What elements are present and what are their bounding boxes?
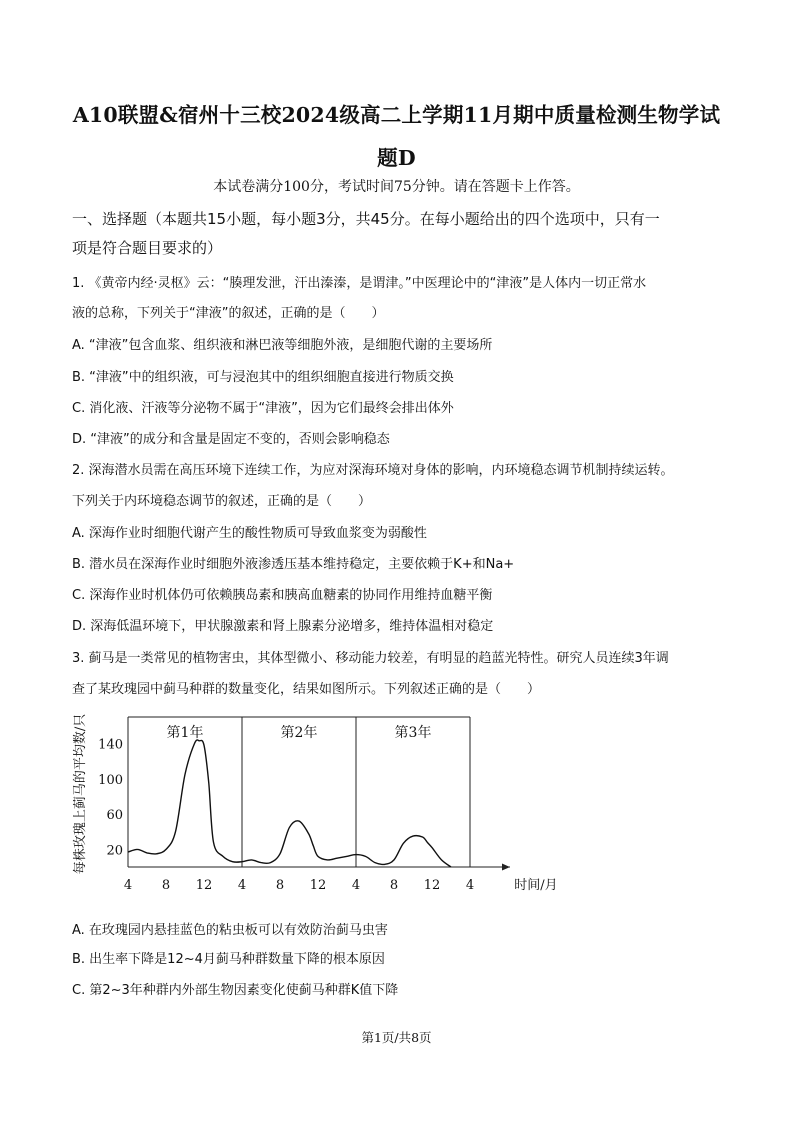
y-tick-label: 20 bbox=[106, 843, 123, 859]
panel-label: 第1年 bbox=[166, 725, 204, 741]
x-tick-label: 12 bbox=[195, 878, 213, 893]
question-2-stem-cont: 下列关于内环境稳态调节的叙述，正确的是（ ） bbox=[72, 494, 372, 509]
exam-title-line2: 题D bbox=[377, 146, 416, 170]
question-2-stem: 2. 深海潜水员需在高压环境下连续工作，为应对深海环境对身体的影响，内环境稳态调节机制持续运转。 bbox=[72, 463, 674, 478]
thrips-population-chart bbox=[70, 705, 558, 910]
x-tick-label: 4 bbox=[351, 878, 361, 893]
population-curve bbox=[128, 740, 451, 867]
x-tick-label: 8 bbox=[161, 878, 171, 893]
y-tick-label: 140 bbox=[98, 737, 123, 753]
question-1-option-b: B. “津液”中的组织液，可与浸泡其中的组织细胞直接进行物质交换 bbox=[72, 370, 454, 385]
x-tick-label: 4 bbox=[123, 878, 133, 893]
y-tick-label: 100 bbox=[98, 772, 123, 788]
question-2-option-b: B. 潜水员在深海作业时细胞外液渗透压基本维持稳定，主要依赖于K+和Na+ bbox=[72, 557, 515, 572]
exam-notice: 本试卷满分100分，考试时间75分钟。请在答题卡上作答。 bbox=[213, 179, 580, 195]
page-footer: 第1页/共8页 bbox=[361, 1030, 432, 1045]
exam-title-line1: A10联盟&宿州十三校2024级高二上学期11月期中质量检测生物学试 bbox=[72, 103, 721, 127]
x-tick-label: 12 bbox=[309, 878, 327, 893]
question-2-option-d: D. 深海低温环境下，甲状腺激素和肾上腺素分泌增多，维持体温相对稳定 bbox=[72, 619, 494, 634]
question-1-option-d: D. “津液”的成分和含量是固定不变的，否则会影响稳态 bbox=[72, 432, 390, 447]
question-3-stem-cont: 查了某玫瑰园中蓟马种群的数量变化，结果如图所示。下列叙述正确的是（ ） bbox=[72, 682, 541, 697]
section-heading: 一、选择题（本题共15小题，每小题3分，共45分。在每小题给出的四个选项中，只有一 bbox=[72, 210, 660, 228]
y-tick-label: 60 bbox=[106, 808, 123, 824]
question-3-option-b: B. 出生率下降是12~4月蓟马种群数量下降的根本原因 bbox=[72, 952, 385, 967]
panel-label: 第3年 bbox=[394, 725, 432, 741]
x-axis-label: 时间/月 bbox=[514, 878, 558, 893]
section-heading-cont: 项是符合题目要求的） bbox=[72, 239, 223, 257]
x-axis-arrow bbox=[502, 864, 510, 871]
question-3-option-a: A. 在玫瑰园内悬挂蓝色的粘虫板可以有效防治蓟马虫害 bbox=[72, 923, 388, 938]
x-tick-label: 4 bbox=[237, 878, 247, 893]
x-tick-label: 12 bbox=[423, 878, 441, 893]
question-1-option-a: A. “津液”包含血浆、组织液和淋巴液等细胞外液，是细胞代谢的主要场所 bbox=[72, 338, 493, 353]
question-2-option-c: C. 深海作业时机体仍可依赖胰岛素和胰高血糖素的协同作用维持血糖平衡 bbox=[72, 588, 493, 603]
x-tick-label: 8 bbox=[275, 878, 285, 893]
question-2-option-a: A. 深海作业时细胞代谢产生的酸性物质可导致血浆变为弱酸性 bbox=[72, 526, 427, 541]
panel-label: 第2年 bbox=[280, 725, 318, 741]
question-3-stem: 3. 蓟马是一类常见的植物害虫，其体型微小、移动能力较差，有明显的趋蓝光特性。研究人员连续3年调 bbox=[72, 651, 669, 666]
question-3-option-c: C. 第2~3年种群内外部生物因素变化使蓟马种群K值下降 bbox=[72, 983, 399, 998]
y-axis-label: 每株玫瑰上蓟马的平均数/只 bbox=[73, 713, 88, 875]
x-tick-label: 8 bbox=[389, 878, 399, 893]
question-1-stem-cont: 液的总称，下列关于“津液”的叙述，正确的是（ ） bbox=[72, 306, 385, 321]
x-tick-label: 4 bbox=[465, 878, 475, 893]
question-1-stem: 1. 《黄帝内经·灵枢》云：“腠理发泄，汗出溱溱，是谓津。”中医理论中的“津液”是人体内一切正常水 bbox=[72, 276, 647, 291]
question-1-option-c: C. 消化液、汗液等分泌物不属于“津液”，因为它们最终会排出体外 bbox=[72, 401, 454, 416]
